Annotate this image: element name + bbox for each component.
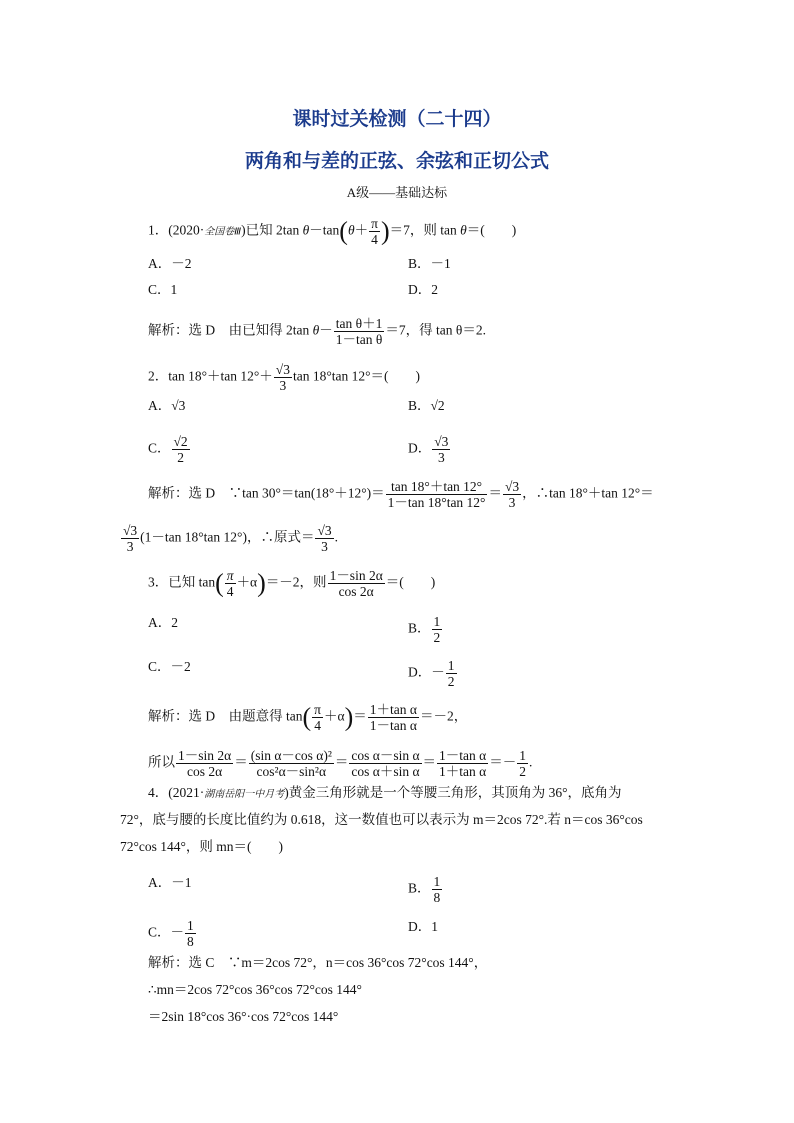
q2-solution-line1: 解析：选 D ∵tan 30°＝tan(18°＋12°)＝ $\frac{\tan 18^\circ+\tan 12^\circ}{1-\tan 18^\circ\tan 12^\circ}$ ＝ $\frac{√3}{3}$ ，∴tan 18°＋tan 12°＝ [148,479,654,510]
q4-solution-line2: ∴mn＝2cos 72°cos 36°cos 72°cos 144° [148,982,362,997]
q1-option-d: D．2 [408,282,438,297]
page-subtitle: 两角和与差的正弦、余弦和正切公式 [244,151,549,172]
q4-stem-line3: 72°cos 144°，则 mn＝( ) [120,839,284,854]
q3-solution-line1: 解析：选 D 由题意得 tan( $\frac{\pi}{4}$ ＋α)＝ $\frac{\text{1＋tan α}}{\text{1－tan α}}$ ＝－2， [148,702,468,733]
level-heading: A级——基础达标 [346,185,448,200]
q3-solution-line2: 所以 $\frac{1-\sin 2\alpha}{\cos 2\alpha}$ ＝ $\frac{\text{(sin α－cos α)²}}{\text{cos²α－sin²α}}$ ＝ $\frac{\text{cos α－sin α}}{\text{cos α＋sin α}}$ ＝ $\frac{\text{1－tan α}}{\text{1＋tan α}}$ ＝－ $\frac{1}{2}$ . [148,748,533,779]
q4-stem-line1: 4．(2021·湖南岳阳一中月考)黄金三角形就是一个等腰三角形，其顶角为 36°，底角为 [148,785,622,800]
q4-option-c: C．－ $\frac{1}{8}$ [148,918,194,949]
q3-stem: 3．已知 tan( $\frac{\pi}{4}$ ＋α)＝－2，则 $\frac{1-\sin 2\alpha}{\cos 2\alpha}$ ＝( ) [148,568,436,599]
q3-option-a: A．2 [148,615,178,630]
q2-stem: 2．tan 18°＋tan 12°＋ $\frac{√3}{3}$ tan 18°tan 12°＝( ) [148,362,420,393]
q2-option-a: A．√3 [148,398,186,413]
q4-option-b: B． $\frac{1}{8}$ [408,874,441,905]
q2-solution-line2: $\frac{√3}{3}$ (1－tan 18°tan 12°)，∴原式＝ $\frac{√3}{3}$ . [123,523,338,554]
q1-solution: 解析：选 D 由已知得 2tan θ－ $\frac{\text{tan θ＋1}}{\text{1－tan θ}}$ ＝7，得 tan θ＝2. [148,316,486,347]
q3-option-d: D．－ $\frac{1}{2}$ [408,658,455,689]
q4-solution-line3: ＝2sin 18°cos 36°·cos 72°cos 144° [148,1009,339,1024]
q4-solution-line1: 解析：选 C ∵m＝2cos 72°，n＝cos 36°cos 72°cos 144°， [148,955,488,970]
q2-option-c: C． $\frac{√2}{2}$ [148,434,188,465]
q3-option-b: B． $\frac{1}{2}$ [408,614,441,645]
page-title: 课时过关检测（二十四） [292,109,502,130]
q1-option-a: A．－2 [148,256,192,271]
q4-option-d: D．1 [408,919,438,934]
q2-option-d: D． $\frac{√3}{3}$ [408,434,449,465]
q2-option-b: B．√2 [408,398,445,413]
q4-option-a: A．－1 [148,875,192,890]
q1-option-c: C．1 [148,282,178,297]
q1-option-b: B．－1 [408,256,451,271]
q1-stem: 1．(2020·全国卷Ⅲ)已知 2tan θ－tan(θ＋ $\frac{\pi}{4}$ )＝7，则 tan θ＝( ) [148,216,517,247]
q3-option-c: C．－2 [148,659,191,674]
q4-stem-line2: 72°，底与腰的长度比值约为 0.618，这一数值也可以表示为 m＝2cos 72°.若 n＝cos 36°cos [120,812,643,827]
